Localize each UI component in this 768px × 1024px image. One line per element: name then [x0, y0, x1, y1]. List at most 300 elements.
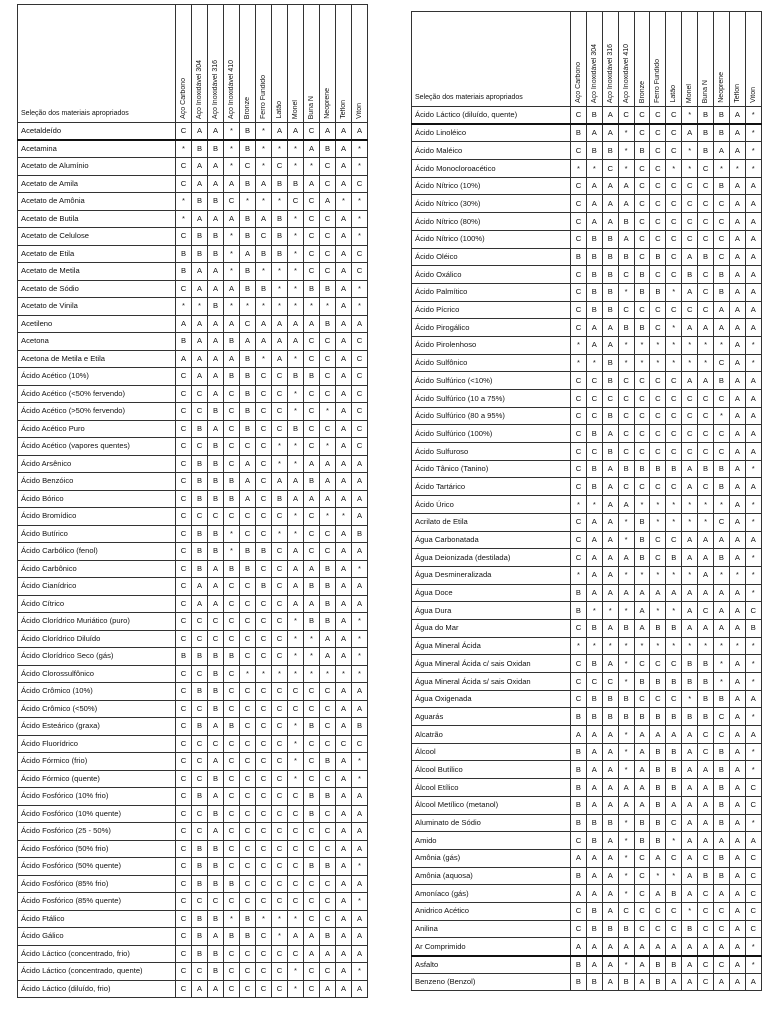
rating-cell: *	[352, 963, 368, 981]
rating-cell: C	[176, 420, 192, 438]
substance-name: Ácido Esteárico (graxa)	[18, 718, 176, 736]
rating-cell: C	[272, 630, 288, 648]
rating-cell: C	[256, 648, 272, 666]
rating-cell: C	[176, 893, 192, 911]
table-row	[412, 796, 762, 814]
rating-cell: *	[224, 263, 240, 281]
rating-cell: C	[224, 770, 240, 788]
rating-cell: A	[336, 893, 352, 911]
substance-name: Ácido Úrico	[412, 496, 571, 514]
rating-cell: B	[618, 920, 634, 938]
rating-cell: B	[586, 690, 602, 708]
rating-cell: C	[634, 230, 650, 248]
rating-cell: A	[729, 956, 745, 974]
rating-cell: B	[698, 124, 714, 142]
substance-name: Ácido Arsênico	[18, 455, 176, 473]
rating-cell: A	[336, 123, 352, 141]
rating-cell: A	[352, 910, 368, 928]
rating-cell: C	[272, 158, 288, 176]
rating-cell: C	[256, 455, 272, 473]
table-row	[412, 195, 762, 213]
rating-cell: C	[634, 655, 650, 673]
material-header-label: Buna N	[308, 95, 315, 119]
rating-cell: C	[176, 455, 192, 473]
rating-cell: A	[336, 595, 352, 613]
rating-cell: *	[288, 158, 304, 176]
rating-cell: C	[698, 902, 714, 920]
rating-cell: A	[745, 832, 761, 850]
rating-cell: C	[602, 160, 618, 178]
rating-cell: C	[256, 753, 272, 771]
rating-cell: A	[224, 315, 240, 333]
material-header-label: Viton	[749, 87, 757, 103]
rating-cell: A	[729, 124, 745, 142]
rating-cell: C	[320, 420, 336, 438]
rating-cell: C	[256, 788, 272, 806]
rating-cell: B	[571, 743, 587, 761]
material-header-label: Aço Inoxidável 410	[228, 59, 235, 119]
rating-cell: B	[634, 549, 650, 567]
rating-cell: C	[288, 193, 304, 211]
substance-name: Ácido Láctico (diluído, quente)	[412, 107, 571, 125]
rating-cell: A	[618, 230, 634, 248]
rating-cell: *	[288, 140, 304, 158]
rating-cell: B	[304, 578, 320, 596]
substance-name: Amônia (gás)	[412, 849, 571, 867]
rating-cell: A	[618, 496, 634, 514]
rating-cell: C	[272, 805, 288, 823]
rating-cell: B	[208, 945, 224, 963]
rating-cell: *	[240, 193, 256, 211]
rating-cell: *	[256, 298, 272, 316]
rating-cell: C	[176, 578, 192, 596]
rating-cell: C	[192, 735, 208, 753]
rating-cell: A	[650, 584, 666, 602]
rating-cell: C	[176, 858, 192, 876]
rating-cell: *	[352, 193, 368, 211]
table-row	[412, 956, 762, 974]
table-row	[412, 266, 762, 284]
rating-cell: C	[571, 301, 587, 319]
rating-cell: A	[352, 473, 368, 491]
rating-cell: *	[618, 849, 634, 867]
rating-cell: A	[586, 779, 602, 797]
table-row	[18, 700, 368, 718]
material-header	[698, 12, 714, 107]
substance-name: Água Mineral Ácida s/ sais Oxidan	[412, 673, 571, 691]
rating-cell: *	[288, 263, 304, 281]
rating-cell: C	[288, 805, 304, 823]
table-row	[412, 443, 762, 461]
rating-cell: A	[634, 726, 650, 744]
rating-cell: *	[256, 158, 272, 176]
substance-name: Ácido Fosfórico (50% quente)	[18, 858, 176, 876]
rating-cell: C	[176, 840, 192, 858]
rating-cell: C	[698, 195, 714, 213]
rating-cell: A	[698, 796, 714, 814]
rating-cell: A	[729, 248, 745, 266]
rating-cell: C	[192, 700, 208, 718]
rating-cell: C	[650, 407, 666, 425]
substance-name: Ácido Cítrico	[18, 595, 176, 613]
table-row	[18, 438, 368, 456]
rating-cell: B	[208, 665, 224, 683]
rating-cell: *	[618, 655, 634, 673]
rating-cell: C	[272, 543, 288, 561]
rating-cell: B	[208, 403, 224, 421]
rating-cell: C	[240, 595, 256, 613]
rating-cell: A	[272, 123, 288, 141]
rating-cell: C	[650, 655, 666, 673]
table-row	[18, 525, 368, 543]
rating-cell: C	[666, 142, 682, 160]
rating-cell: A	[336, 158, 352, 176]
rating-cell: A	[698, 938, 714, 956]
rating-cell: A	[729, 796, 745, 814]
rating-cell: C	[176, 788, 192, 806]
rating-cell: C	[666, 107, 682, 125]
rating-cell: *	[352, 210, 368, 228]
rating-cell: A	[304, 455, 320, 473]
rating-cell: A	[682, 584, 698, 602]
rating-cell: *	[745, 655, 761, 673]
rating-cell: *	[352, 280, 368, 298]
rating-cell: C	[272, 840, 288, 858]
rating-cell: B	[698, 673, 714, 691]
substance-name: Ácido Benzóico	[18, 473, 176, 491]
table-row	[412, 673, 762, 691]
rating-cell: A	[729, 885, 745, 903]
material-header	[666, 12, 682, 107]
table-row	[412, 460, 762, 478]
rating-cell: B	[288, 175, 304, 193]
rating-cell: A	[304, 595, 320, 613]
rating-cell: A	[729, 867, 745, 885]
rating-cell: A	[650, 938, 666, 956]
rating-cell: A	[208, 315, 224, 333]
rating-cell: B	[256, 280, 272, 298]
rating-cell: A	[602, 743, 618, 761]
rating-cell: A	[336, 543, 352, 561]
rating-cell: C	[650, 531, 666, 549]
rating-cell: B	[586, 708, 602, 726]
rating-cell: *	[650, 637, 666, 655]
rating-cell: C	[224, 945, 240, 963]
rating-cell: C	[745, 796, 761, 814]
table-row	[18, 805, 368, 823]
rating-cell: A	[745, 177, 761, 195]
rating-cell: B	[634, 708, 650, 726]
rating-cell: C	[256, 980, 272, 998]
rating-cell: B	[192, 193, 208, 211]
rating-cell: C	[682, 213, 698, 231]
rating-cell: A	[714, 832, 730, 850]
rating-cell: C	[634, 902, 650, 920]
rating-cell: A	[650, 885, 666, 903]
rating-cell: A	[208, 928, 224, 946]
rating-cell: A	[682, 619, 698, 637]
rating-cell: A	[602, 902, 618, 920]
rating-cell: B	[224, 560, 240, 578]
rating-cell: C	[304, 210, 320, 228]
rating-cell: A	[336, 788, 352, 806]
rating-cell: C	[304, 403, 320, 421]
rating-cell: A	[586, 761, 602, 779]
rating-cell: A	[320, 648, 336, 666]
rating-cell: *	[288, 770, 304, 788]
rating-cell: *	[666, 319, 682, 337]
rating-cell: B	[618, 319, 634, 337]
rating-cell: B	[586, 920, 602, 938]
rating-cell: C	[571, 513, 587, 531]
rating-cell: C	[352, 350, 368, 368]
rating-cell: B	[208, 543, 224, 561]
rating-cell: *	[602, 637, 618, 655]
rating-cell: A	[682, 779, 698, 797]
rating-cell: A	[256, 175, 272, 193]
rating-cell: A	[272, 315, 288, 333]
rating-cell: C	[240, 963, 256, 981]
rating-cell: A	[682, 478, 698, 496]
rating-cell: C	[650, 177, 666, 195]
substance-name: Ácido Crômico (<50%)	[18, 700, 176, 718]
rating-cell: B	[320, 280, 336, 298]
rating-cell: A	[224, 175, 240, 193]
rating-cell: *	[618, 283, 634, 301]
rating-cell: A	[682, 796, 698, 814]
rating-cell: *	[352, 770, 368, 788]
rating-cell: C	[240, 158, 256, 176]
rating-cell: C	[176, 980, 192, 998]
substance-name: Ácido Fosfórico (25 - 50%)	[18, 823, 176, 841]
rating-cell: A	[272, 473, 288, 491]
rating-cell: A	[336, 228, 352, 246]
substance-name: Água Deionizada (destilada)	[412, 549, 571, 567]
material-table-left	[17, 4, 368, 998]
rating-cell: A	[176, 350, 192, 368]
table-row	[412, 160, 762, 178]
rating-cell: *	[288, 980, 304, 998]
rating-cell: C	[320, 175, 336, 193]
rating-cell: A	[352, 315, 368, 333]
rating-cell: A	[240, 245, 256, 263]
rating-cell: A	[698, 832, 714, 850]
rating-cell: C	[320, 333, 336, 351]
rating-cell: B	[240, 368, 256, 386]
rating-cell: A	[336, 333, 352, 351]
rating-cell: *	[571, 637, 587, 655]
rating-cell: C	[634, 372, 650, 390]
table-row	[412, 619, 762, 637]
rating-cell: C	[571, 230, 587, 248]
rating-cell: B	[666, 885, 682, 903]
rating-cell: *	[714, 160, 730, 178]
rating-cell: C	[256, 770, 272, 788]
rating-cell: *	[618, 160, 634, 178]
rating-cell: C	[288, 875, 304, 893]
rating-cell: A	[352, 823, 368, 841]
rating-cell: C	[240, 788, 256, 806]
material-header	[571, 12, 587, 107]
rating-cell: B	[745, 619, 761, 637]
rating-cell: C	[320, 368, 336, 386]
rating-cell: A	[586, 867, 602, 885]
rating-cell: A	[682, 814, 698, 832]
rating-cell: C	[745, 602, 761, 620]
rating-cell: B	[666, 761, 682, 779]
rating-cell: B	[176, 245, 192, 263]
rating-cell: C	[272, 578, 288, 596]
rating-cell: *	[272, 910, 288, 928]
rating-cell: B	[208, 473, 224, 491]
rating-cell: A	[256, 210, 272, 228]
rating-cell: C	[698, 973, 714, 991]
rating-cell: C	[304, 508, 320, 526]
rating-cell: B	[682, 920, 698, 938]
rating-cell: B	[634, 142, 650, 160]
rating-cell: B	[192, 910, 208, 928]
rating-cell: B	[602, 248, 618, 266]
rating-cell: B	[272, 490, 288, 508]
rating-cell: C	[320, 350, 336, 368]
rating-cell: A	[586, 531, 602, 549]
rating-cell: B	[208, 648, 224, 666]
rating-cell: A	[682, 973, 698, 991]
rating-cell: C	[634, 443, 650, 461]
rating-cell: C	[256, 963, 272, 981]
rating-cell: B	[192, 245, 208, 263]
rating-cell: C	[304, 770, 320, 788]
rating-cell: C	[698, 956, 714, 974]
table-row	[412, 354, 762, 372]
rating-cell: *	[666, 354, 682, 372]
rating-cell: A	[336, 368, 352, 386]
rating-cell: C	[192, 893, 208, 911]
rating-cell: C	[256, 438, 272, 456]
rating-cell: A	[352, 490, 368, 508]
rating-cell: A	[682, 938, 698, 956]
rating-cell: C	[571, 690, 587, 708]
rating-cell: A	[336, 438, 352, 456]
material-header-label: Aço Inoxidável 304	[196, 59, 203, 119]
rating-cell: B	[240, 123, 256, 141]
substance-name: Ácido Sulfúrico (100%)	[412, 425, 571, 443]
rating-cell: B	[714, 124, 730, 142]
rating-cell: A	[602, 832, 618, 850]
rating-cell: *	[650, 496, 666, 514]
rating-cell: A	[208, 718, 224, 736]
rating-cell: *	[618, 142, 634, 160]
rating-cell: A	[224, 280, 240, 298]
substance-name: Acetato de Sódio	[18, 280, 176, 298]
rating-cell: C	[666, 248, 682, 266]
rating-cell: C	[666, 230, 682, 248]
table-row	[412, 319, 762, 337]
rating-cell: C	[240, 770, 256, 788]
rating-cell: A	[602, 849, 618, 867]
rating-cell: B	[224, 928, 240, 946]
rating-cell: B	[650, 761, 666, 779]
rating-cell: C	[650, 549, 666, 567]
rating-cell: B	[320, 788, 336, 806]
rating-cell: *	[272, 525, 288, 543]
rating-cell: *	[745, 673, 761, 691]
rating-cell: C	[288, 893, 304, 911]
rating-cell: C	[240, 805, 256, 823]
rating-cell: B	[192, 788, 208, 806]
rating-cell: C	[304, 333, 320, 351]
rating-cell: A	[618, 584, 634, 602]
substance-name: Ácido Fluorídrico	[18, 735, 176, 753]
rating-cell: B	[698, 690, 714, 708]
rating-cell: *	[176, 298, 192, 316]
rating-cell: A	[336, 718, 352, 736]
rating-cell: B	[304, 368, 320, 386]
rating-cell: C	[571, 531, 587, 549]
table-row	[412, 407, 762, 425]
rating-cell: A	[729, 142, 745, 160]
rating-cell: A	[272, 333, 288, 351]
substance-name: Água Desmineralizada	[412, 566, 571, 584]
rating-cell: C	[571, 319, 587, 337]
rating-cell: B	[571, 708, 587, 726]
material-header	[240, 5, 256, 123]
table-row	[412, 920, 762, 938]
rating-cell: A	[586, 195, 602, 213]
substance-name: Ácido Nítrico (100%)	[412, 230, 571, 248]
rating-cell: A	[682, 743, 698, 761]
rating-cell: C	[176, 123, 192, 141]
rating-cell: A	[729, 602, 745, 620]
rating-cell: *	[682, 690, 698, 708]
rating-cell: C	[682, 301, 698, 319]
material-header	[208, 5, 224, 123]
rating-cell: B	[650, 956, 666, 974]
table-row	[412, 213, 762, 231]
rating-cell: *	[745, 354, 761, 372]
rating-cell: C	[176, 945, 192, 963]
rating-cell: C	[240, 858, 256, 876]
table-row	[18, 280, 368, 298]
rating-cell: A	[698, 619, 714, 637]
rating-cell: A	[336, 385, 352, 403]
rating-cell: A	[729, 460, 745, 478]
table-row	[412, 124, 762, 142]
rating-cell: B	[682, 673, 698, 691]
rating-cell: C	[304, 525, 320, 543]
substance-name: Aluminato de Sódio	[412, 814, 571, 832]
rating-cell: B	[208, 700, 224, 718]
rating-cell: B	[272, 175, 288, 193]
rating-cell: B	[586, 902, 602, 920]
substance-name: Ácido Acético (vapores quentes)	[18, 438, 176, 456]
rating-cell: C	[571, 673, 587, 691]
rating-cell: A	[698, 814, 714, 832]
rating-cell: C	[176, 963, 192, 981]
rating-cell: A	[729, 513, 745, 531]
rating-cell: C	[714, 443, 730, 461]
rating-cell: A	[336, 928, 352, 946]
rating-cell: C	[650, 920, 666, 938]
rating-cell: C	[682, 230, 698, 248]
rating-cell: B	[714, 372, 730, 390]
rating-cell: *	[745, 160, 761, 178]
table-row	[412, 425, 762, 443]
rating-cell: *	[571, 496, 587, 514]
rating-cell: C	[320, 385, 336, 403]
rating-cell: B	[571, 248, 587, 266]
rating-cell: A	[208, 158, 224, 176]
